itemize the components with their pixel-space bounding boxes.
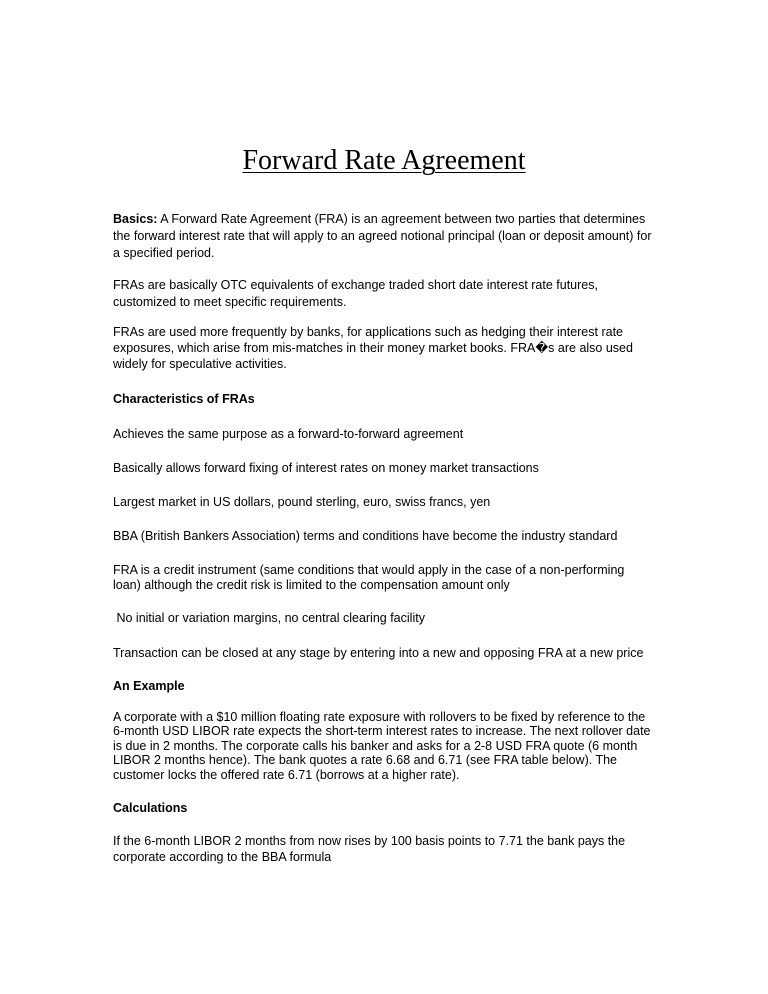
characteristic-item: BBA (British Bankers Association) terms and conditions have become the industry standard: [113, 529, 618, 543]
example-text-4: LIBOR 2 months hence). The bank quotes a rate 6.68 and 6.71 (see FRA table below). The: [113, 753, 618, 767]
characteristic-item: Achieves the same purpose as a forward-to-forward agreement: [113, 427, 464, 441]
characteristic-item: FRA is a credit instrument (same conditions that would apply in the case of a non-performing: [113, 563, 625, 577]
otc-text-2: customized to meet specific requirements.: [113, 295, 347, 309]
characteristic-item: No initial or variation margins, no central clearing facility: [113, 611, 425, 625]
basics-text-1: A Forward Rate Agreement (FRA) is an agreement between two parties that determines: [157, 212, 646, 226]
calculations-text-1: If the 6-month LIBOR 2 months from now rises by 100 basis points to 7.71 the bank pays the: [113, 834, 626, 848]
example-heading: An Example: [113, 679, 185, 693]
characteristic-item: Basically allows forward fixing of interest rates on money market transactions: [113, 461, 539, 475]
characteristic-item: Largest market in US dollars, pound sterling, euro, swiss francs, yen: [113, 495, 491, 509]
example-text-5: customer locks the offered rate 6.71 (borrows at a higher rate).: [113, 768, 460, 782]
calculations-heading: Calculations: [113, 801, 188, 815]
document-title: Forward Rate Agreement: [242, 145, 526, 176]
basics-text-3: a specified period.: [113, 246, 215, 260]
example-text-1: A corporate with a $10 million floating rate exposure with rollovers to be fixed by reference to the: [113, 710, 646, 724]
basics-text-2: the forward interest rate that will apply to an agreed notional principal (loan or deposit amount) for: [113, 229, 652, 243]
example-text-3: is due in 2 months. The corporate calls his banker and asks for a 2-8 USD FRA quote (6 month: [113, 739, 638, 753]
example-text-2: 6-month USD LIBOR rate expects the short-term interest rates to increase. The next rollover date: [113, 724, 651, 738]
banks-text-2: exposures, which arise from mis-matches in their money market books. FRA�s are also used: [113, 341, 633, 355]
banks-text-1: FRAs are used more frequently by banks, for applications such as hedging their interest rate: [113, 325, 623, 339]
otc-text-1: FRAs are basically OTC equivalents of exchange traded short date interest rate futures,: [113, 278, 598, 292]
banks-text-3: widely for speculative activities.: [113, 357, 287, 371]
calculations-text-2: corporate according to the BBA formula: [113, 850, 332, 864]
basics-line-1: [113, 212, 658, 227]
characteristic-item: loan) although the credit risk is limited to the compensation amount only: [113, 578, 510, 592]
characteristic-item: Transaction can be closed at any stage by entering into a new and opposing FRA at a new price: [113, 646, 644, 660]
basics-label: Basics:: [113, 212, 158, 226]
characteristics-heading: Characteristics of FRAs: [113, 392, 255, 406]
